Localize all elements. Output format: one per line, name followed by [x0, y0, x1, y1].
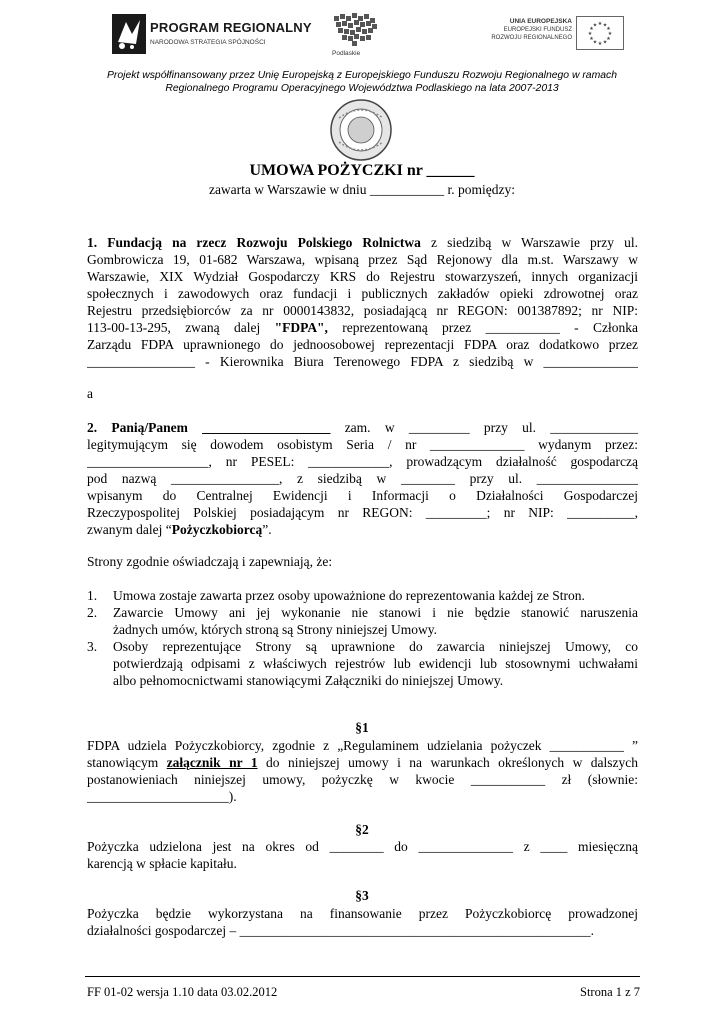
party2-line: __________________, nr PESEL: ____________, prowadzącym działalność gospodarczą	[87, 454, 638, 469]
list-item-number: 2.	[87, 605, 98, 620]
party1-line: społecznych i zawodowych oraz fundacji i publicznych zakładów opieki zdrowotnej oraz	[87, 286, 638, 301]
party1-line: reprezentowaną przez ___________ - Członka	[327, 320, 638, 335]
svg-text:★: ★	[602, 22, 608, 29]
svg-text:★: ★	[597, 21, 603, 27]
section-2-heading: §2	[355, 822, 369, 837]
list-item-line: potwierdzają odpisami z właściwych rejestrów lub ewidencji lub stosownymi uchwałami	[113, 656, 638, 671]
declaration-intro: Strony zgodnie oświadczają i zapewniają, że:	[87, 554, 333, 569]
party1-line: ________________ - Kierownika Biura Terenowego FDPA z siedzibą w ______________	[87, 354, 638, 369]
list-item-number: 3.	[87, 639, 98, 654]
section-1-line: stanowiącym	[87, 755, 167, 770]
eu-text	[491, 18, 572, 42]
samo-swoj-badge-icon	[329, 98, 393, 162]
section-1-heading: §1	[355, 720, 369, 735]
party1-label: 1. Fundacją na rzecz Rozwoju Polskiego Rolnictwa	[87, 235, 421, 250]
footer-divider	[85, 976, 640, 977]
svg-text:★: ★	[607, 31, 613, 37]
eu-flag-icon	[576, 16, 624, 50]
party1-paragraph	[87, 234, 638, 370]
eu-line1: UNIA EUROPEJSKA	[509, 18, 572, 25]
list-item-number: 1.	[87, 588, 98, 603]
podlaskie-logo	[330, 10, 384, 60]
list-item-line: Osoby reprezentujące Strony są uprawnione do zawarcia niniejszej Umowy, co	[113, 639, 638, 654]
declarations-list	[87, 587, 638, 689]
list-item-line: albo pełnomocnictwami stanowiącymi Załączniki do niniejszej Umowy.	[113, 673, 504, 688]
podlaskie-label: Podlaskie	[332, 50, 361, 57]
list-item-line: żadnych umów, których stroną są Strony niniejszej Umowy.	[113, 622, 438, 637]
document-title: UMOWA POŻYCZKI nr ______	[249, 162, 475, 179]
project-cofinancing-note	[40, 69, 684, 95]
party2-paragraph	[87, 419, 638, 538]
attachment-1-ref: załącznik nr 1	[166, 755, 258, 770]
section-2-line: Pożyczka udzielona jest na okres od ________ do ______________ z ____ miesięczną	[87, 839, 638, 854]
list-item-line: Zawarcie Umowy ani jej wykonanie nie stanowi i nie będzie stanowić naruszenia	[113, 605, 638, 620]
document-subtitle: zawarta w Warszawie w dniu ___________ r. pomiędzy:	[208, 182, 516, 197]
footer-document-id: FF 01-02 wersja 1.10 data 03.02.2012	[87, 985, 278, 999]
eu-line3: ROZWOJU REGIONALNEGO	[491, 35, 572, 41]
program-regionalny-logo	[112, 14, 312, 56]
section-2-line: karencją w spłacie kapitału.	[87, 856, 237, 871]
footer-page-number: Strona 1 z 7	[580, 985, 641, 999]
program-subtitle: NARODOWA STRATEGIA SPÓJNOŚCI	[150, 39, 266, 46]
svg-text:★: ★	[602, 39, 608, 46]
section-1-body	[87, 737, 638, 805]
party1-line: z siedzibą w Warszawie przy ul.	[420, 235, 638, 250]
borrower-term: Pożyczkobiorcą	[171, 522, 263, 537]
section-2-body	[87, 838, 638, 872]
svg-text:★: ★	[606, 36, 611, 42]
list-item	[87, 604, 638, 638]
party1-line: Warszawie, XIX Wydział Gospodarczy KRS do Rejestru stowarzyszeń, innych organizacji	[87, 269, 638, 284]
section-1-line: FDPA udziela Pożyczkobiorcy, zgodnie z „Regulaminem udzielania pożyczek ___________ ”	[87, 738, 638, 753]
party2-line: legitymującym się dowodem osobistym Seria / nr ______________ wydanym przez:	[87, 437, 638, 452]
party1-line: 113-00-13-295, zwaną dalej	[87, 320, 275, 335]
podlaskie-mosaic-icon	[330, 10, 384, 50]
svg-text:★: ★	[589, 36, 594, 42]
party2-line: zwanym dalej “	[87, 522, 172, 537]
section-3-line: działalności gospodarczej – ____________________________________________________.	[87, 923, 594, 938]
fdpa-term: "FDPA",	[274, 320, 328, 335]
svg-text:★: ★	[589, 26, 594, 32]
party2-name-blank: ___________________	[202, 420, 331, 435]
eu-line2: EUROPEJSKI FUNDUSZ	[503, 27, 572, 33]
party2-label: 2. Panią/Panem	[87, 420, 188, 435]
section-1-line: _____________________).	[87, 789, 237, 804]
party2-line: Rzeczypospolitej Polskiej posiadającym nr REGON: _________; nr NIP: __________,	[87, 505, 638, 520]
party2-line: ”.	[262, 522, 272, 537]
party1-line: Zarządu FDPA uprawnionego do jednoosobowej reprezentacji FDPA oraz dodatkowo przez	[87, 337, 638, 352]
party1-line: Rejestru przedsiębiorców za nr 0000143832, posiadającą nr REGON: 001387892; nr NIP:	[87, 303, 638, 318]
party2-line: pod nazwą ________________, z siedzibą w ________ przy ul. _______________	[87, 471, 638, 486]
section-1-line: do niniejszej umowy i na warunkach określonych w dalszych	[257, 755, 638, 770]
svg-text:★: ★	[592, 22, 598, 29]
program-regionalny-emblem-icon	[112, 14, 146, 54]
list-item-line: Umowa zostaje zawarta przez osoby upoważnione do reprezentowania każdej ze Stron.	[113, 588, 585, 603]
party2-line: wpisanym do Centralnej Ewidencji i Informacji o Działalności Gospodarczej	[87, 488, 638, 503]
svg-text:★: ★	[592, 39, 598, 46]
eu-logo	[491, 16, 624, 52]
list-item	[87, 638, 638, 689]
section-3-line: Pożyczka będzie wykorzystana na finansowanie przez Pożyczkobiorcę prowadzonej	[87, 906, 638, 921]
conjunction: a	[87, 386, 93, 401]
svg-text:★: ★	[597, 41, 603, 47]
project-line1: Projekt współfinansowany przez Unię Europejską z Europejskiego Funduszu Rozwoju Regionalnego w ramach	[107, 70, 617, 81]
party2-line: zam. w _________ przy ul. _____________	[330, 420, 638, 435]
program-title: PROGRAM REGIONALNY	[150, 20, 312, 35]
section-3-heading: §3	[355, 888, 369, 903]
section-1-line: postanowieniach niniejszej umowy, pożyczkę w kwocie ___________ zł (słownie:	[87, 772, 638, 787]
party1-line: Gombrowicza 19, 01-682 Warszawa, wpisaną przez Sąd Rejonowy dla m.st. Warszawy w	[87, 252, 638, 267]
svg-text:★: ★	[606, 26, 611, 32]
project-line2: Regionalnego Programu Operacyjnego Województwa Podlaskiego na lata 2007-2013	[165, 83, 559, 94]
section-3-body	[87, 905, 638, 939]
list-item	[87, 587, 638, 604]
svg-text:★: ★	[587, 31, 593, 37]
